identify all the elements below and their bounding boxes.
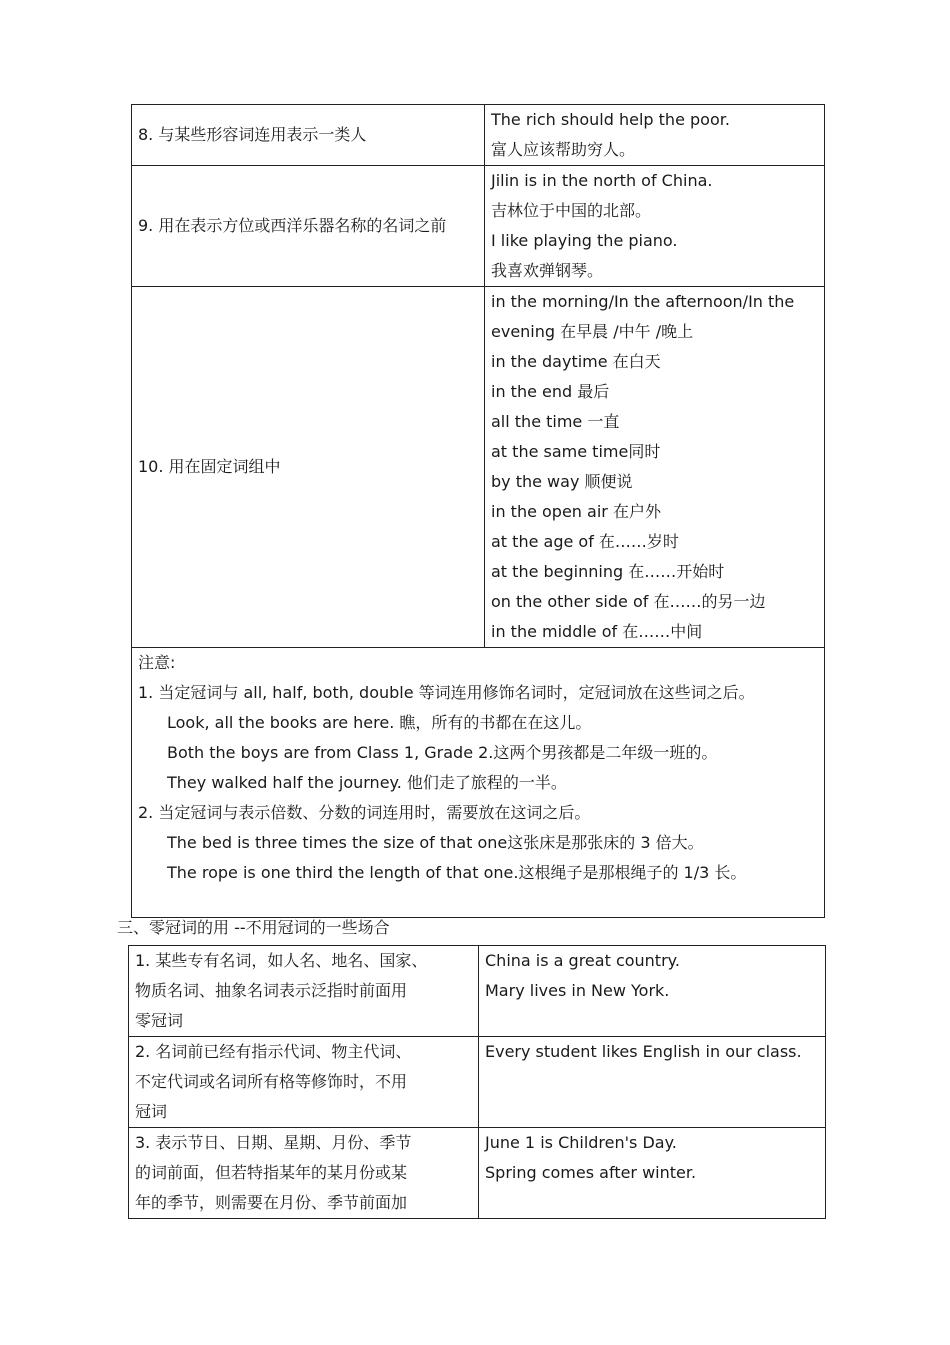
usage-line: 不定代词或名词所有格等修饰时，不用	[135, 1072, 408, 1091]
example-cell	[485, 105, 825, 166]
note-row	[132, 648, 825, 918]
example-line: in the middle of 在……中间	[491, 622, 703, 641]
example-line: Spring comes after winter.	[485, 1163, 697, 1182]
usage-line: 1. 某些专有名词，如人名、地名、国家、	[135, 951, 428, 970]
example-line: The rich should help the poor.	[491, 110, 730, 129]
usage-line: 零冠词	[135, 1011, 184, 1030]
note-title: 注意:	[138, 653, 176, 672]
note-example: They walked half the journey. 他们走了旅程的一半。	[167, 773, 567, 792]
example-line: I like playing the piano.	[491, 231, 678, 250]
example-line: on the other side of 在……的另一边	[491, 592, 766, 611]
example-cell	[479, 1128, 826, 1219]
example-line: June 1 is Children's Day.	[485, 1133, 677, 1152]
table-row	[132, 105, 825, 166]
example-line: at the age of 在……岁时	[491, 532, 679, 551]
example-line: at the same time同时	[491, 442, 661, 461]
zero-article-table	[128, 945, 826, 1219]
example-line: Mary lives in New York.	[485, 981, 670, 1000]
example-line: in the end 最后	[491, 382, 610, 401]
example-line: all the time 一直	[491, 412, 620, 431]
example-line: at the beginning 在……开始时	[491, 562, 725, 581]
note-cell	[132, 648, 825, 918]
usage-cell	[132, 105, 485, 166]
table-row	[129, 946, 826, 1037]
usage-text: 8. 与某些形容词连用表示一类人	[138, 125, 367, 144]
note-example: Look, all the books are here. 瞧，所有的书都在在这儿。	[167, 713, 592, 732]
usage-line: 冠词	[135, 1102, 168, 1121]
example-line: in the morning/In the afternoon/In the	[491, 292, 795, 311]
table-row	[132, 287, 825, 648]
table-row	[129, 1128, 826, 1219]
usage-cell	[132, 166, 485, 287]
note-point-2: 2. 当定冠词与表示倍数、分数的词连用时，需要放在这词之后。	[138, 803, 591, 822]
usage-line: 3. 表示节日、日期、星期、月份、季节	[135, 1133, 412, 1152]
definite-article-table	[131, 104, 825, 918]
usage-line: 的词前面，但若特指某年的某月份或某	[135, 1163, 408, 1182]
example-line: China is a great country.	[485, 951, 680, 970]
note-example: Both the boys are from Class 1, Grade 2.这两个男孩都是二年级一班的。	[167, 743, 718, 762]
example-line: 富人应该帮助穷人。	[491, 140, 636, 159]
usage-line: 物质名词、抽象名词表示泛指时前面用	[135, 981, 408, 1000]
table-row	[132, 166, 825, 287]
usage-cell	[129, 1037, 479, 1128]
table-row	[129, 1037, 826, 1128]
section-heading: 三、零冠词的用 --不用冠词的一些场合	[117, 918, 390, 937]
example-line: 我喜欢弹钢琴。	[491, 261, 604, 280]
example-cell	[485, 287, 825, 648]
example-line: in the open air 在户外	[491, 502, 661, 521]
example-line: Every student likes English in our class.	[485, 1042, 802, 1061]
usage-text: 10. 用在固定词组中	[138, 457, 281, 476]
usage-line: 2. 名词前已经有指示代词、物主代词、	[135, 1042, 412, 1061]
example-line: by the way 顺便说	[491, 472, 633, 491]
example-cell	[479, 946, 826, 1037]
example-line: in the daytime 在白天	[491, 352, 661, 371]
usage-cell	[129, 1128, 479, 1219]
example-line: evening 在早晨 /中午 /晚上	[491, 322, 694, 341]
usage-cell	[129, 946, 479, 1037]
example-line: 吉林位于中国的北部。	[491, 201, 652, 220]
example-line: Jilin is in the north of China.	[491, 171, 713, 190]
example-cell	[479, 1037, 826, 1128]
note-point-1: 1. 当定冠词与 all, half, both, double 等词连用修饰名词时，定冠词放在这些词之后。	[138, 683, 755, 702]
usage-text: 9. 用在表示方位或西洋乐器名称的名词之前	[138, 216, 447, 235]
usage-line: 年的季节，则需要在月份、季节前面加	[135, 1193, 408, 1212]
example-cell	[485, 166, 825, 287]
note-example: The rope is one third the length of that one.这根绳子是那根绳子的 1/3 长。	[167, 863, 747, 882]
note-example: The bed is three times the size of that one这张床是那张床的 3 倍大。	[167, 833, 704, 852]
usage-cell	[132, 287, 485, 648]
